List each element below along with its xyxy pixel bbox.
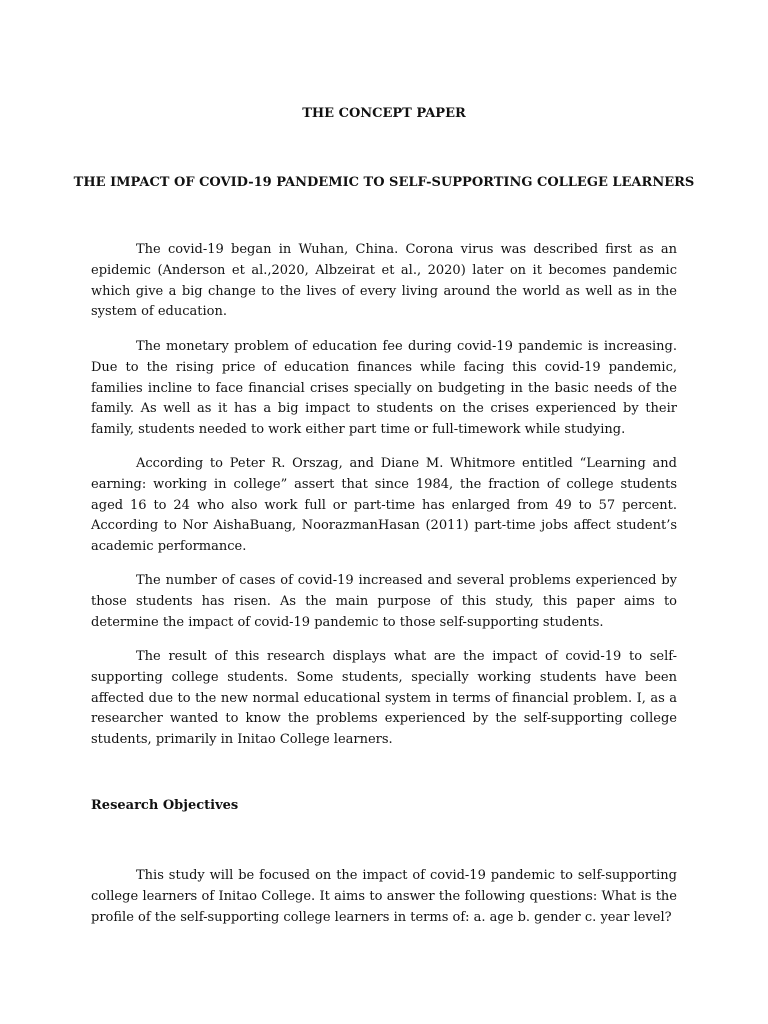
body-paragraph: The monetary problem of education fee during covid-19 pandemic is increasing. Due to the rising price of education finances while facing this covid-19 pandemic, families incline to face financial crises specially on budgeting in the basic needs of the family. As well as it has a big impact to students on the crises experienced by their family, students needed to work either part time or full-timework while studying. [91, 339, 677, 438]
paper-title: THE IMPACT OF COVID-19 PANDEMIC TO SELF-SUPPORTING COLLEGE LEARNERS [73, 175, 695, 190]
document-title: THE CONCEPT PAPER [302, 106, 466, 121]
body-paragraph: The result of this research displays what are the impact of covid-19 to self-supporting college students. Some students, specially working students have been affected due to the new normal educational system in terms of financial problem. I, as a researcher wanted to know the problems experienced by the self-supporting college students, primarily in Initao College learners. [91, 649, 677, 748]
section-heading: Research Objectives [91, 798, 239, 813]
body-paragraph: The number of cases of covid-19 increased and several problems experienced by those students has risen. As the main purpose of this study, this paper aims to determine the impact of covid-19 pandemic to those self-supporting students. [91, 573, 677, 630]
body-paragraph: The covid-19 began in Wuhan, China. Corona virus was described first as an epidemic (Anderson et al.,2020, Albzeirat et al., 2020) later on it becomes pandemic which give a big change to the lives of every living around the world as well as in the system of education. [91, 242, 677, 320]
objectives-paragraph: This study will be focused on the impact of covid-19 pandemic to self-supporting college learners of Initao College. It aims to answer the following questions: What is the profile of the self-supporting college learners in terms of: a. age b. gender c. year level? [91, 868, 677, 925]
body-paragraph: According to Peter R. Orszag, and Diane M. Whitmore entitled “Learning and earning: working in college” assert that since 1984, the fraction of college students aged 16 to 24 who also work full or part-time has enlarged from 49 to 57 percent. According to Nor AishaBuang, NoorazmanHasan (2011) part-time jobs affect student’s academic performance. [91, 456, 677, 555]
